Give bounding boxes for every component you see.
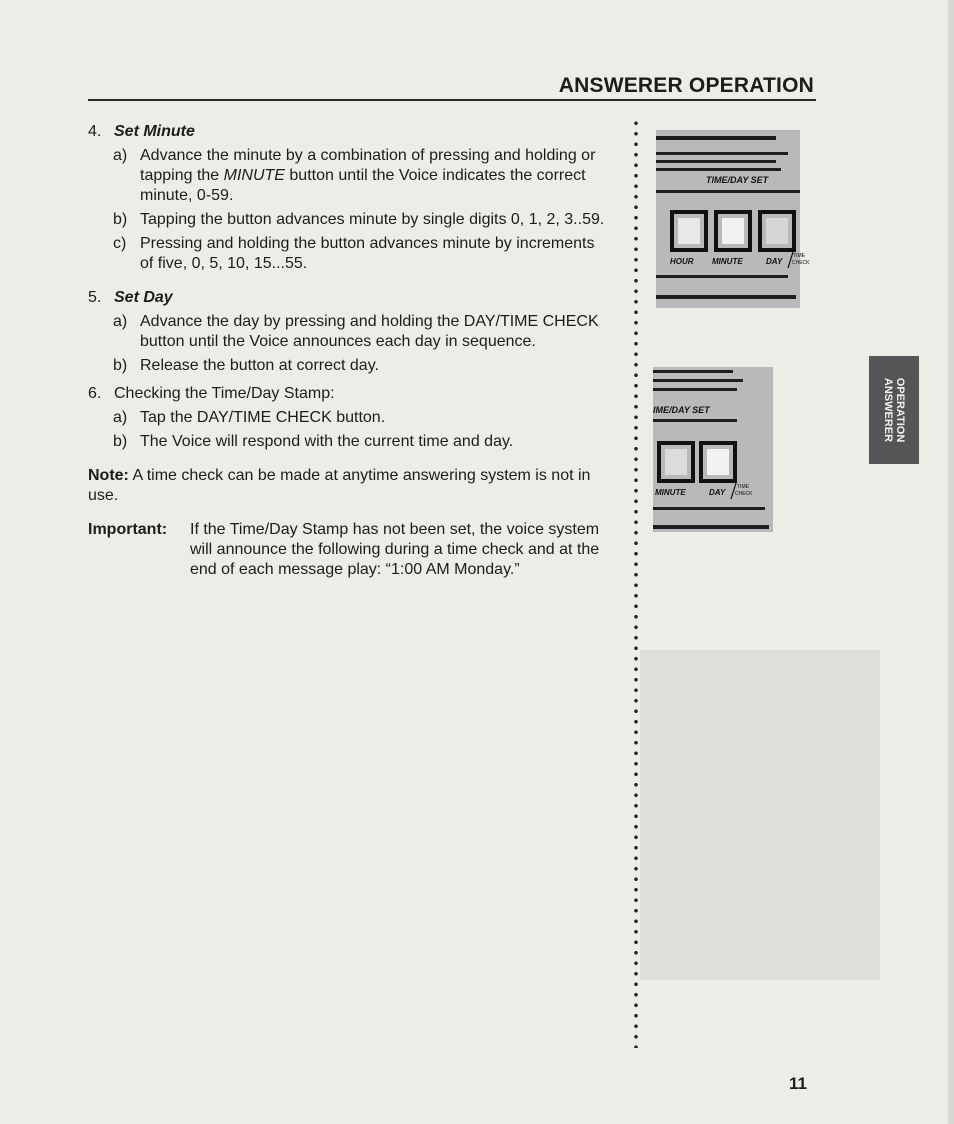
check-label: CHECK bbox=[792, 260, 810, 266]
section-set-day-heading: 5. Set Day bbox=[88, 289, 173, 306]
time-label: TIME bbox=[737, 484, 749, 490]
step-4b: b) Tapping the button advances minute by single digits 0, 1, 2, 3..59. bbox=[113, 211, 605, 228]
time-label: TIME bbox=[793, 253, 805, 259]
step-6a: a) Tap the DAY/TIME CHECK button. bbox=[113, 409, 386, 426]
day-label: DAY bbox=[709, 488, 726, 497]
section-title: Set Day bbox=[114, 289, 173, 306]
page-number: 11 bbox=[789, 1074, 807, 1093]
day-label: DAY bbox=[766, 257, 783, 266]
step-6b: b) The Voice will respond with the current time and day. bbox=[113, 433, 514, 450]
section-checking-heading: 6. Checking the Time/Day Stamp: bbox=[88, 385, 335, 402]
step-5a: a) Advance the day by pressing and holding the DAY/TIME CHECK button until the Voice announces each day in sequence. bbox=[113, 313, 599, 350]
day-time-check-panel-diagram bbox=[653, 367, 773, 532]
section-title: Set Minute bbox=[114, 123, 195, 140]
section-title: Checking the Time/Day Stamp: bbox=[114, 385, 335, 402]
instructions-column bbox=[88, 122, 608, 580]
page-edge-shadow bbox=[948, 0, 954, 1124]
section-set-minute-heading: 4. Set Minute bbox=[88, 123, 195, 140]
page-title: ANSWERER OPERATION bbox=[558, 74, 814, 97]
step-4a: a) Advance the minute by a combination of pressing and holding or tapping the MINUTE button until the Voice indicates the correct minute, 0-59. bbox=[113, 147, 596, 204]
minute-label: MINUTE bbox=[712, 257, 743, 266]
time-day-set-panel-diagram bbox=[656, 130, 810, 308]
step-4c: c) Pressing and holding the button advances minute by increments of five, 0, 5, 10, 15...55. bbox=[113, 235, 595, 272]
bleed-through-shadow bbox=[640, 650, 880, 980]
important-paragraph: Important: If the Time/Day Stamp has not been set, the voice system will announce the following during a time check and at the end of each message play: “1:00 AM Monday.” bbox=[88, 521, 600, 578]
header-rule bbox=[88, 99, 816, 101]
time-day-set-label: TIME/DAY SET bbox=[706, 175, 769, 185]
note-paragraph: Note: A time check can be made at anytime answering system is not in use. bbox=[88, 467, 591, 504]
time-day-set-label: IME/DAY SET bbox=[653, 405, 710, 415]
dotted-column-divider bbox=[633, 118, 639, 1048]
step-5b: b) Release the button at correct day. bbox=[113, 357, 379, 374]
minute-label: MINUTE bbox=[655, 488, 686, 497]
check-label: CHECK bbox=[735, 491, 753, 497]
section-side-tab: ANSWERER OPERATION bbox=[869, 356, 919, 464]
hour-label: HOUR bbox=[670, 257, 694, 266]
